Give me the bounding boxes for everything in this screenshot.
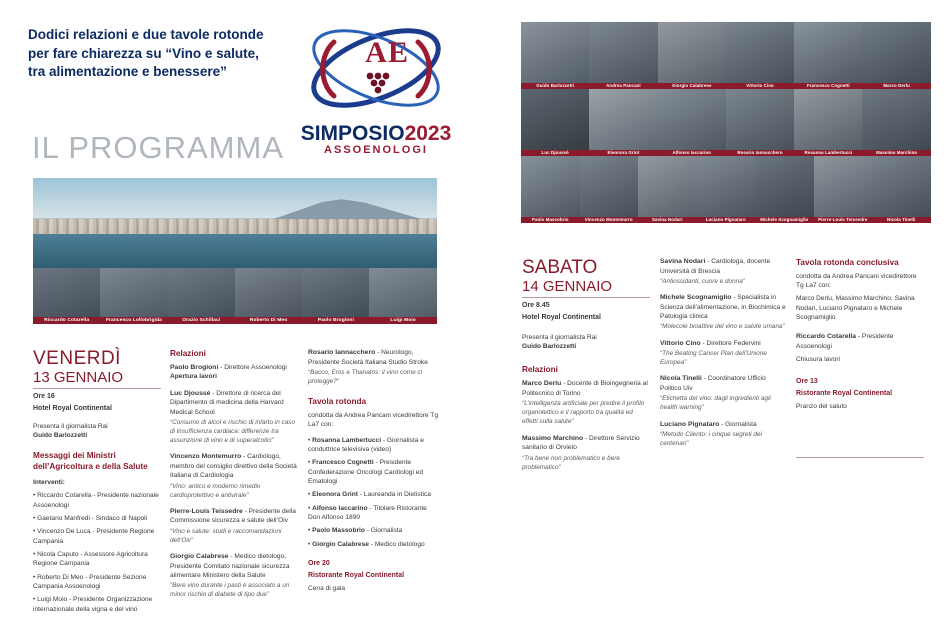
evening-note: Cena di gala xyxy=(308,585,346,593)
speaker-caption: Riccardo Cotarella xyxy=(33,317,100,324)
list-item: • Vincenzo De Luca - Presidente Regione Campania xyxy=(33,527,161,546)
member-role: - Giornalista e conduttrice televisiva (video) xyxy=(308,436,424,453)
list-item xyxy=(308,540,438,549)
saturday-venue: Hotel Royal Continental xyxy=(522,313,601,321)
ministers-title: Messaggi dei Ministri dell’Agricoltura e della Salute xyxy=(33,450,148,472)
member-name: Alfonso Iaccarino xyxy=(312,504,368,512)
gallery-row xyxy=(521,156,931,223)
speaker-role: - Presidente Assoenologi xyxy=(796,333,894,351)
speaker-name: Luciano Pignataro xyxy=(660,420,720,428)
photo-sea xyxy=(33,234,437,268)
member-role: - Titolare Ristorante Don Alfonso 1890 xyxy=(308,504,427,522)
speaker-photo xyxy=(521,89,589,156)
speaker-photo xyxy=(521,22,589,89)
interventi-list xyxy=(33,491,161,614)
speaker-photo xyxy=(638,156,697,223)
right-panel xyxy=(470,0,946,636)
speaker-caption: Francesco Cognetti xyxy=(794,83,862,89)
list-item xyxy=(308,504,438,523)
speaker-caption: Guido Barlozzetti xyxy=(521,83,589,89)
speaker-quote: “The Beating Cancer Plan dell’Unione Europea” xyxy=(660,350,767,367)
tavola-conclusiva-members: Marco Derlu, Massimo Marchino, Savina Nodari, Luciano Pignataro e Michele Scognamiglio xyxy=(796,295,915,322)
divider xyxy=(522,297,650,298)
speaker-caption: Francesco Lollobrigida xyxy=(100,317,167,324)
speaker-caption: Rosanna Lambertucci xyxy=(794,150,862,156)
speaker-quote: “Metodo Cilento: i cinque segreti dei centenari” xyxy=(660,431,762,448)
speaker-caption: Paolo Massobrio xyxy=(521,217,580,223)
gallery-row xyxy=(521,22,931,89)
list-item: • Roberto Di Meo - Presidente Sezione Campania Assoenologi xyxy=(33,573,161,592)
saturday-column-1 xyxy=(522,301,650,479)
speaker-quote: “Molecole bioattive del vino e salute umana” xyxy=(660,323,785,331)
speaker-caption: Orazio Schillaci xyxy=(168,317,235,324)
speaker-quote: “Vino: antico e moderno rimedio cardioprotettivo e antivirale” xyxy=(170,482,261,499)
speaker-role: - Cardiologa, docente Università di Brescia xyxy=(660,258,771,275)
speaker-photo xyxy=(794,89,862,156)
speaker-quote: “Etichetta del vino: dagli ingredienti agli health warning” xyxy=(660,395,771,412)
speaker-name: Marco Derlu xyxy=(522,380,562,388)
relazioni-title: Relazioni xyxy=(170,349,206,358)
list-item xyxy=(308,458,438,486)
speaker-photo xyxy=(369,268,436,324)
day-date-friday: 13 GENNAIO xyxy=(33,369,124,386)
member-name: Rosanna Lambertucci xyxy=(312,436,382,444)
speaker-quote: “Bacco, Eros e Thanatos: il vino come ci protegge?” xyxy=(308,369,423,386)
tavola-rotonda-title: Tavola rotonda xyxy=(308,397,367,407)
friday-column-1 xyxy=(33,392,161,618)
lunch-time: Ore 13 xyxy=(796,377,818,385)
speaker-quote: “L’intelligenza artificiale per predire il profilo organolettico e il rapporto tra qualità ed effetti sulla salute” xyxy=(522,400,645,426)
speaker-name: Paolo Brogioni xyxy=(170,363,219,371)
speaker-quote: “Tra bene non problematico e bere problematico” xyxy=(522,454,620,471)
relazione-entry xyxy=(660,339,788,368)
speaker-photo xyxy=(658,89,726,156)
speaker-photo xyxy=(862,89,930,156)
speaker-caption: Andrea Pancani xyxy=(589,83,657,89)
member-name: Paolo Massobrio xyxy=(312,527,365,535)
speaker-photo xyxy=(726,22,794,89)
speaker-extra: Apertura lavori xyxy=(170,373,217,381)
day-label-saturday: SABATO xyxy=(522,257,598,278)
speaker-caption: Paolo Brogioni xyxy=(302,317,369,324)
speaker-caption: Marco Derlu xyxy=(862,83,930,89)
lunch-venue: Ristorante Royal Continental xyxy=(796,389,893,397)
speaker-role: - Direttore Federvini xyxy=(700,339,761,347)
relazione-entry xyxy=(660,420,788,449)
headline: Dodici relazioni e due tavole rotonde per fare chiarezza su “Vino e salute, tra alimentazione e benessere” xyxy=(28,27,264,80)
list-item: • Gaetano Manfredi - Sindaco di Napoli xyxy=(33,514,161,523)
relazione-entry xyxy=(522,379,650,426)
friday-time: Ore 16 xyxy=(33,393,55,400)
speaker-photo xyxy=(100,268,167,324)
speaker-photo xyxy=(521,156,580,223)
speaker-role: - Coordinatore Ufficio Politico Uiv xyxy=(660,375,766,393)
left-panel xyxy=(0,0,470,636)
speaker-caption: Luigi Moio xyxy=(369,317,436,324)
left-speaker-strip xyxy=(33,268,437,324)
speaker-caption: Rosario Iannacchero xyxy=(726,150,794,156)
page-title: IL PROGRAMMA xyxy=(32,130,284,165)
speaker-photo xyxy=(589,89,657,156)
simposio-logo xyxy=(290,18,462,158)
speaker-photo xyxy=(235,268,302,324)
member-role: - Medico dietologo xyxy=(368,540,425,548)
tavola-members xyxy=(308,436,438,550)
speaker-name: Luc Djoussé xyxy=(170,389,211,397)
speaker-role: - Specialista in Scienza dell’alimentazione, in Biochimica e Patologia clinica xyxy=(660,294,786,321)
speaker-caption: Massimo Marchino xyxy=(862,150,930,156)
relazione-entry xyxy=(170,507,298,545)
speaker-role: - Direttore di ricerca del Dipartimento di medicina della Harvard Medical School xyxy=(170,389,284,416)
relazione-entry xyxy=(522,434,650,472)
relazione-entry xyxy=(660,293,788,331)
speaker-photo xyxy=(794,22,862,89)
naples-photo xyxy=(33,178,437,268)
saturday-column-3 xyxy=(796,257,924,411)
divider xyxy=(796,457,924,458)
list-item xyxy=(308,436,438,455)
logo-org: ASSOENOLOGI xyxy=(324,144,428,156)
speaker-role: - Medico dietologo, Presidente Comitato nazionale sicurezza alimentare Ministero della Salute xyxy=(170,553,290,580)
svg-text:E: E xyxy=(387,36,409,69)
list-item: • Luigi Moio - Presidente Organizzazione internazionale della vigna e del vino xyxy=(33,595,161,614)
list-item xyxy=(308,526,438,535)
saturday-time: Ore 8.45 xyxy=(522,302,550,309)
tavola-conclusiva-title: Tavola rotonda conclusiva xyxy=(796,258,899,267)
speaker-caption: Pierre-Louis Teissedre xyxy=(814,217,873,223)
speaker-name: Pierre-Louis Teissedre xyxy=(170,507,243,515)
logo-name xyxy=(290,122,462,146)
saturday-presenter-line: Presenta il giornalista Rai xyxy=(522,333,597,341)
speaker-photo xyxy=(589,22,657,89)
speaker-name: Michele Scognamiglio xyxy=(660,294,732,302)
interventi-label: Interventi: xyxy=(33,478,65,486)
day-date-saturday: 14 GENNAIO xyxy=(522,278,613,295)
member-role: - Giornalista xyxy=(364,527,403,535)
evening-venue: Ristorante Royal Continental xyxy=(308,572,405,580)
day-label-friday: VENERDÌ xyxy=(33,348,121,369)
tavola-rotonda-sub: condotta da Andrea Pancani vicedirettore Tg La7 con: xyxy=(308,411,439,429)
evening-time: Ore 20 xyxy=(308,560,330,568)
logo-graphic xyxy=(290,18,462,122)
relazione-entry xyxy=(170,363,298,382)
speaker-photo xyxy=(726,89,794,156)
friday-presenter-name: Guido Barlozzetti xyxy=(33,432,88,440)
closing-entry xyxy=(796,332,924,364)
speaker-name: Rosario Iannacchero xyxy=(308,349,376,356)
speaker-name: Nicola Tinelli xyxy=(660,375,702,383)
member-role: - Presidente Confederazione Oncologi Cardiologi ed Ematologi xyxy=(308,459,424,485)
speaker-photo xyxy=(168,268,235,324)
relazione-entry xyxy=(660,257,788,286)
speaker-quote: “Antiossidanti, cuore e donna” xyxy=(660,278,745,285)
speaker-photo xyxy=(302,268,369,324)
speaker-photo xyxy=(697,156,756,223)
speaker-name: Giorgio Calabrese xyxy=(170,553,229,561)
lunch-note: Pranzo del saluto xyxy=(796,402,847,410)
speaker-role: - Neurologo, Presidente Società Italiana Studio Stroke xyxy=(308,349,428,366)
speaker-photo xyxy=(862,22,930,89)
speaker-photo xyxy=(814,156,873,223)
speaker-photo xyxy=(658,22,726,89)
speaker-gallery xyxy=(521,22,931,223)
speaker-photo xyxy=(872,156,931,223)
svg-text:A: A xyxy=(365,36,387,69)
gallery-row xyxy=(521,89,931,156)
speaker-name: Vittorio Cino xyxy=(660,339,701,347)
relazione-entry xyxy=(170,552,298,600)
friday-presenter-line: Presenta il giornalista Rai xyxy=(33,422,108,430)
list-item: • Nicola Caputo - Assessore Agricoltura Regione Campania xyxy=(33,550,161,569)
logo-name-text: SIMPOSIO xyxy=(300,122,405,145)
speaker-photo xyxy=(33,268,100,324)
speaker-role: - Docente di Bioingegneria al Politecnico di Torino xyxy=(522,380,648,397)
relazione-entry xyxy=(170,389,298,446)
speaker-role: - Direttore Assoenologi xyxy=(218,363,287,371)
speaker-caption: Alfonso Iaccarino xyxy=(658,150,726,156)
member-name: Francesco Cognetti xyxy=(312,459,374,467)
speaker-name: Riccardo Cotarella xyxy=(796,333,857,341)
speaker-caption: Vincenzo Montemurro xyxy=(580,217,639,223)
member-name: Eleonora Grint xyxy=(312,491,358,499)
speaker-caption: Savina Nodari xyxy=(638,217,697,223)
speaker-photo xyxy=(580,156,639,223)
speaker-caption: Roberto Di Meo xyxy=(235,317,302,324)
speaker-role: - Cardiologo, membro del consiglio direttivo della Società Italiana di Cardiologia xyxy=(170,453,297,480)
speaker-caption: Luciano Pignataro xyxy=(697,217,756,223)
tavola-conclusiva-sub: condotta da Andrea Pancani vicedirettore Tg La7 con: xyxy=(796,272,917,289)
divider xyxy=(33,388,161,389)
speaker-caption: Michele Scognamiglio xyxy=(755,217,814,223)
speaker-caption: Nicola Tinelli xyxy=(872,217,931,223)
relazione-entry xyxy=(170,452,298,500)
list-item xyxy=(308,490,438,499)
speaker-caption: Eleonora Grint xyxy=(589,150,657,156)
friday-column-3 xyxy=(308,348,438,593)
relazione-entry xyxy=(308,348,438,386)
logo-year: 2023 xyxy=(404,122,452,145)
saturday-presenter-name: Guido Barlozzetti xyxy=(522,343,577,351)
speaker-quote: “Vino e salute: studi e raccomandazioni dell’Oiv” xyxy=(170,527,282,544)
relazione-entry xyxy=(660,374,788,412)
speaker-role: - Giornalista xyxy=(719,420,757,428)
closing-note: Chiusura lavori xyxy=(796,356,840,364)
member-name: Giorgio Calabrese xyxy=(312,540,369,548)
speaker-caption: Giorgio Calabrese xyxy=(658,83,726,89)
friday-column-2 xyxy=(170,348,298,607)
member-role: - Laureanda in Dietistica xyxy=(357,491,431,499)
relazioni-title-sat: Relazioni xyxy=(522,364,558,374)
speaker-role: - Presidente della Commissione sicurezza e salute dell’Oiv xyxy=(170,507,296,525)
saturday-column-2 xyxy=(660,257,788,455)
speaker-quote: “Bere vino durante i pasti è associato a un minor rischio di diabete di tipo due” xyxy=(170,582,290,599)
speaker-name: Vincenzo Montemurro xyxy=(170,453,242,461)
speaker-photo xyxy=(755,156,814,223)
speaker-name: Savina Nodari xyxy=(660,258,706,265)
friday-venue: Hotel Royal Continental xyxy=(33,404,112,412)
list-item: • Riccardo Cotarella - Presidente nazionale Assoenologi xyxy=(33,491,161,510)
speaker-caption: Vittorio Cino xyxy=(726,83,794,89)
speaker-quote: “Consumo di alcol e rischio di infarto in caso di insufficienza cardiaca: differenze tra assunzione di vino e di superalcolici” xyxy=(170,419,296,445)
speaker-role: - Direttore Servizio sanitario di Orvieto xyxy=(522,434,640,452)
speaker-caption: Luc Djoussè xyxy=(521,150,589,156)
speaker-name: Massimo Marchino xyxy=(522,434,584,442)
